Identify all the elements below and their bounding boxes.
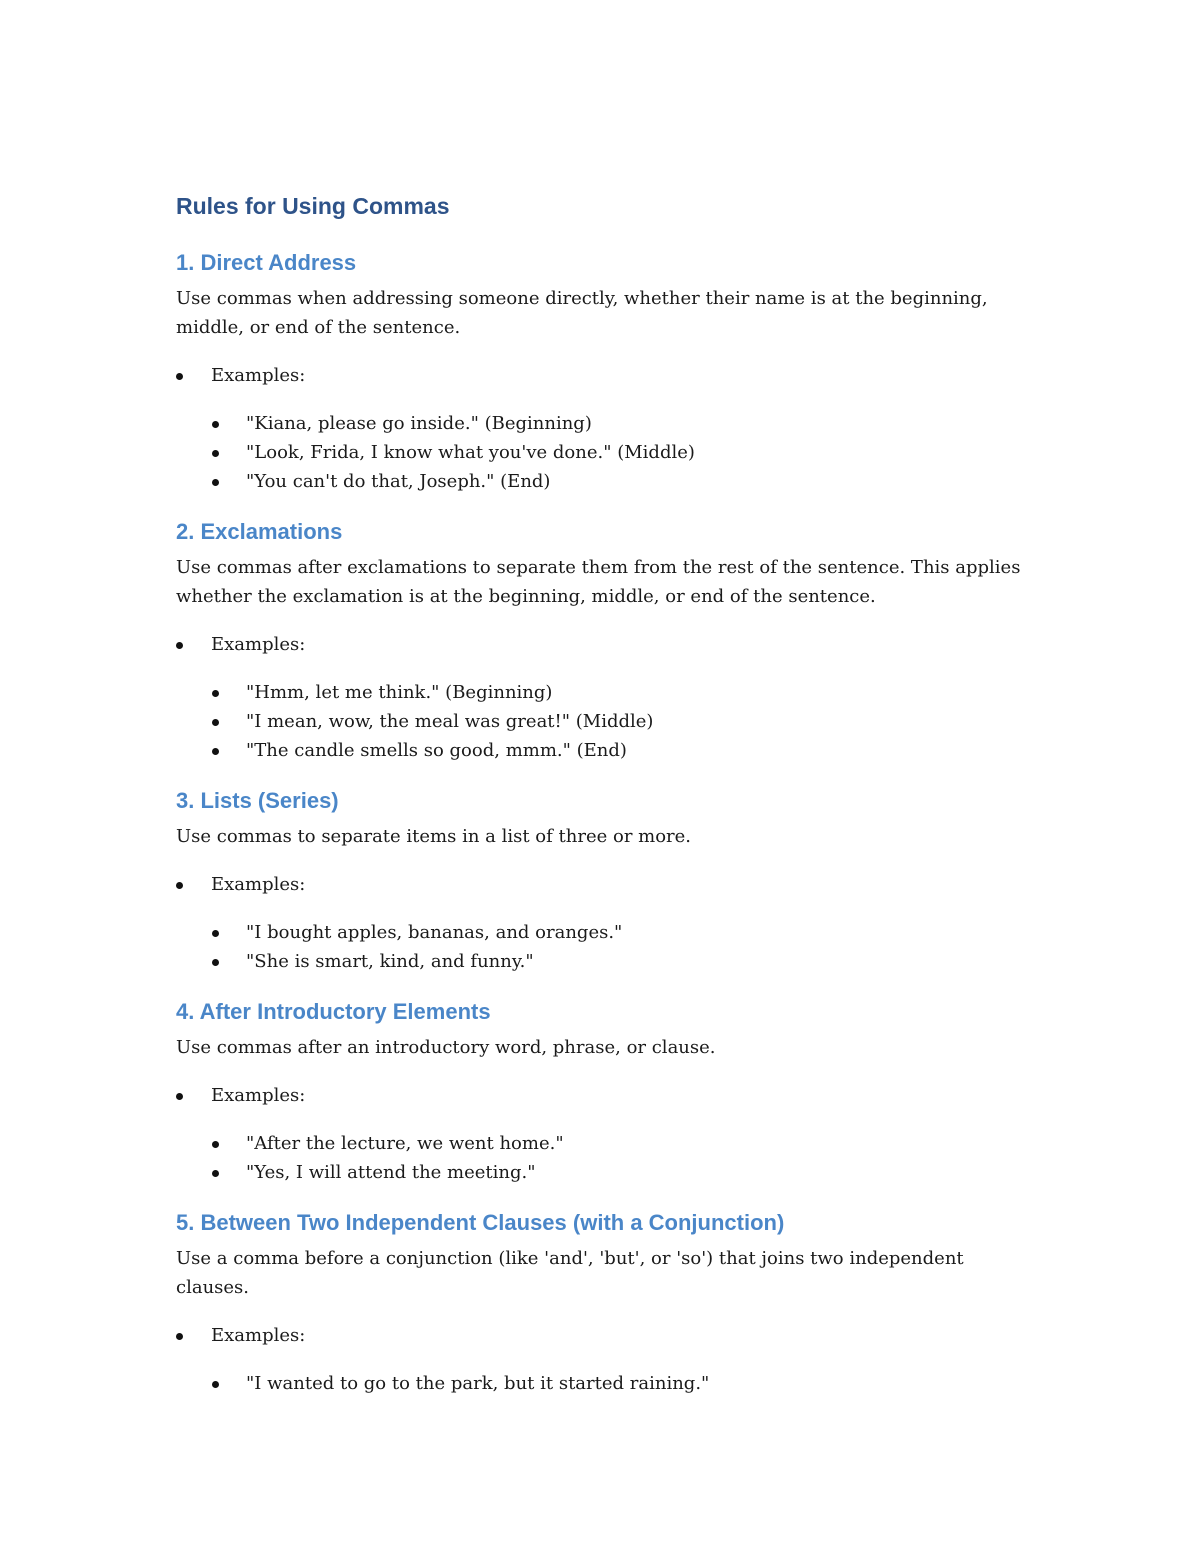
bullet-icon xyxy=(176,642,183,649)
example-text: "I bought apples, bananas, and oranges." xyxy=(246,922,623,943)
bullet-icon xyxy=(176,373,183,380)
section-body: Use commas after an introductory word, phrase, or clause. xyxy=(176,1037,716,1058)
document-content xyxy=(176,190,1036,1419)
examples-label-item xyxy=(176,630,1036,659)
examples-label-item xyxy=(176,361,1036,390)
section-heading: 2. Exclamations xyxy=(176,519,343,544)
page-title: Rules for Using Commas xyxy=(176,193,450,219)
example-items xyxy=(176,918,1036,976)
section-heading: 4. After Introductory Elements xyxy=(176,999,491,1024)
examples-label: Examples: xyxy=(211,634,306,655)
example-item xyxy=(176,409,1036,438)
section-3 xyxy=(176,786,1036,976)
section-4 xyxy=(176,997,1036,1187)
bullet-icon xyxy=(176,1093,183,1100)
bullet-icon xyxy=(176,1333,183,1340)
example-text: "After the lecture, we went home." xyxy=(246,1133,564,1154)
example-item xyxy=(176,438,1036,467)
examples-label-item xyxy=(176,1321,1036,1350)
example-item xyxy=(176,736,1036,765)
example-item xyxy=(176,1158,1036,1187)
bullet-icon xyxy=(212,450,219,457)
section-1 xyxy=(176,248,1036,496)
bullet-icon xyxy=(212,748,219,755)
example-item xyxy=(176,1129,1036,1158)
example-item xyxy=(176,1369,1036,1398)
bullet-icon xyxy=(212,930,219,937)
example-text: "You can't do that, Joseph." (End) xyxy=(246,471,551,492)
bullet-icon xyxy=(212,1170,219,1177)
bullet-icon xyxy=(212,719,219,726)
bullet-icon xyxy=(212,421,219,428)
example-item xyxy=(176,947,1036,976)
examples-label: Examples: xyxy=(211,365,306,386)
section-body: Use commas to separate items in a list of three or more. xyxy=(176,826,692,847)
bullet-icon xyxy=(212,690,219,697)
examples-label: Examples: xyxy=(211,1085,306,1106)
example-item xyxy=(176,918,1036,947)
section-heading: 3. Lists (Series) xyxy=(176,788,339,813)
example-items xyxy=(176,1369,1036,1398)
example-items xyxy=(176,678,1036,765)
example-items xyxy=(176,1129,1036,1187)
example-text: "Yes, I will attend the meeting." xyxy=(246,1162,536,1183)
sections-container xyxy=(176,248,1036,1398)
bullet-icon xyxy=(212,959,219,966)
example-item xyxy=(176,678,1036,707)
example-text: "Hmm, let me think." (Beginning) xyxy=(246,682,553,703)
example-item xyxy=(176,707,1036,736)
examples-list xyxy=(176,361,1036,390)
examples-label: Examples: xyxy=(211,874,306,895)
example-item xyxy=(176,467,1036,496)
examples-label-item xyxy=(176,870,1036,899)
examples-list xyxy=(176,1081,1036,1110)
section-body: Use commas after exclamations to separate them from the rest of the sentence. This applies whether the exclamation is at the beginning, middle, or end of the sentence. xyxy=(176,557,1021,607)
section-body: Use a comma before a conjunction (like 'and', 'but', or 'so') that joins two independent clauses. xyxy=(176,1248,964,1298)
examples-list xyxy=(176,1321,1036,1350)
bullet-icon xyxy=(212,479,219,486)
section-5 xyxy=(176,1208,1036,1398)
examples-list xyxy=(176,630,1036,659)
bullet-icon xyxy=(212,1381,219,1388)
section-heading: 5. Between Two Independent Clauses (with a Conjunction) xyxy=(176,1210,785,1235)
example-text: "I mean, wow, the meal was great!" (Middle) xyxy=(246,711,654,732)
bullet-icon xyxy=(212,1141,219,1148)
example-text: "I wanted to go to the park, but it started raining." xyxy=(246,1373,710,1394)
examples-label-item xyxy=(176,1081,1036,1110)
example-text: "Kiana, please go inside." (Beginning) xyxy=(246,413,592,434)
section-body: Use commas when addressing someone directly, whether their name is at the beginning, middle, or end of the sentence. xyxy=(176,288,988,338)
section-heading: 1. Direct Address xyxy=(176,250,357,275)
example-items xyxy=(176,409,1036,496)
examples-list xyxy=(176,870,1036,899)
example-text: "The candle smells so good, mmm." (End) xyxy=(246,740,627,761)
examples-label: Examples: xyxy=(211,1325,306,1346)
bullet-icon xyxy=(176,882,183,889)
section-2 xyxy=(176,517,1036,765)
example-text: "Look, Frida, I know what you've done." (Middle) xyxy=(246,442,695,463)
example-text: "She is smart, kind, and funny." xyxy=(246,951,534,972)
